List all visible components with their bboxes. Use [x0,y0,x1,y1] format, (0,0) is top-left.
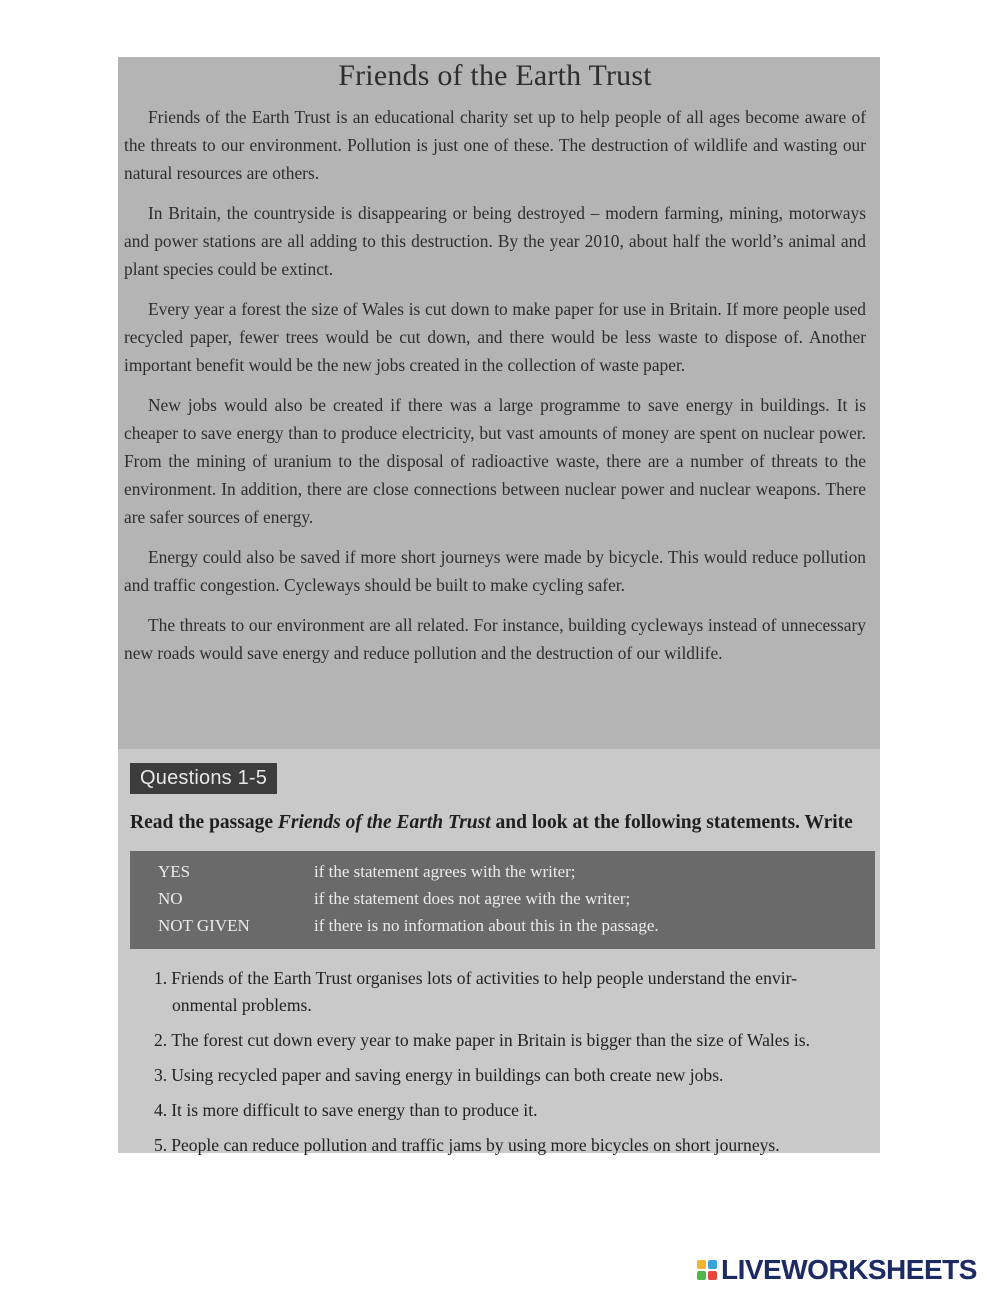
reading-passage [118,57,880,749]
question-list [154,965,878,1167]
question-text: Using recycled paper and saving energy in buildings can both create new jobs. [171,1065,724,1085]
key-label: NOT GIVEN [158,916,250,935]
question-number: 4. [154,1100,168,1120]
instruction-end: and look at the following statements. Write [490,812,853,833]
key-meaning: if there is no information about this in the passage. [314,916,659,935]
passage-paragraph-4: New jobs would also be created if there was a large programme to save energy in buildings. It is cheaper to save energy than to produce electricity, but vast amounts of money are spent on nuclear power. From the mining of uranium to the disposal of radioactive waste, there are a number of threats to the environment. In addition, there are close connections between nuclear power and nuclear weapons. There are safer sources of energy. [124,395,866,527]
question-item [154,1062,878,1089]
passage-paragraph-3: Every year a forest the size of Wales is cut down to make paper for use in Britain. If more people used recycled paper, fewer trees would be cut down, and there would be less waste to dispose of. Another important benefit would be the new jobs created in the collection of waste paper. [124,299,866,375]
question-text-continued: onmental problems. [172,995,312,1015]
passage-paragraph-6: The threats to our environment are all related. For instance, building cycleways instead of unnecessary new roads would save energy and reduce pollution and the destruction of our wildlife. [124,615,866,663]
key-row-not-given [158,913,659,939]
question-item [154,1097,878,1124]
question-number: 1. [154,968,168,988]
key-row-no [158,886,630,912]
passage-paragraph-1: Friends of the Earth Trust is an educational charity set up to help people of all ages become aware of the threats to our environment. Pollution is just one of these. The destruction of wildlife and wasting our natural resources are others. [124,107,866,183]
answer-key-box [130,851,875,949]
brand-name: LIVEWORKSHEETS [721,1254,977,1285]
question-number: 2. [154,1030,168,1050]
question-item [154,1027,878,1054]
questions-badge: Questions 1-5 [130,763,277,794]
liveworksheets-logo[interactable] [697,1255,977,1285]
scanned-page [118,57,880,1153]
logo-square [697,1260,706,1269]
passage-paragraph-2: In Britain, the countryside is disappearing or being destroyed – modern farming, mining, motorways and power stations are all adding to this destruction. By the year 2010, about half the world’s animal and plant species could be extinct. [124,203,866,279]
question-number: 3. [154,1065,168,1085]
key-label: NO [158,889,183,908]
key-label: YES [158,862,191,881]
question-text: It is more difficult to save energy than to produce it. [171,1100,538,1120]
question-text: Friends of the Earth Trust organises lots of activities to help people understand the envir- [171,968,797,988]
key-meaning: if the statement agrees with the writer; [314,862,576,881]
key-row-yes [158,859,576,885]
question-item [154,1132,878,1159]
question-number: 5. [154,1135,168,1155]
logo-squares-icon [697,1260,717,1280]
question-text: The forest cut down every year to make paper in Britain is bigger than the size of Wales is. [171,1030,810,1050]
logo-square [708,1260,717,1269]
question-item [154,965,878,1019]
logo-square [697,1271,706,1280]
passage-title: Friends of the Earth Trust [338,59,652,92]
passage-paragraph-5: Energy could also be saved if more short journeys were made by bicycle. This would reduce pollution and traffic congestion. Cycleways should be built to make cycling safer. [124,547,866,595]
instruction-text [130,812,875,834]
instruction-passage-title: Friends of the Earth Trust [277,812,491,833]
question-text: People can reduce pollution and traffic jams by using more bicycles on short journeys. [171,1135,780,1155]
key-meaning: if the statement does not agree with the writer; [314,889,631,908]
instruction-start: Read the passage [130,812,278,833]
logo-square [708,1271,717,1280]
